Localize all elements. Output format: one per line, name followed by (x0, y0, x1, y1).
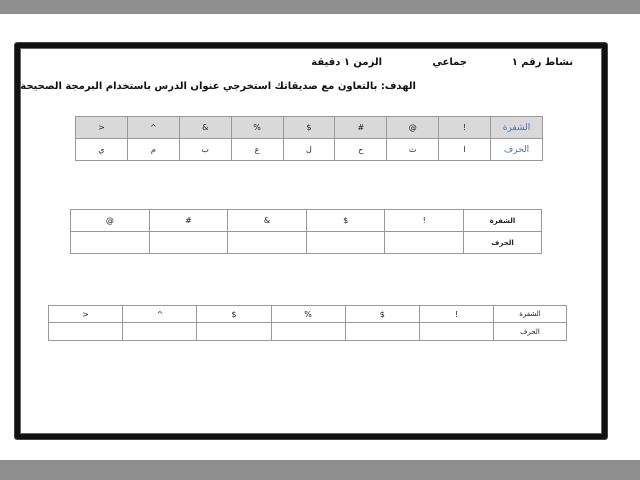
code-label: الشفرة (491, 117, 543, 139)
answer-cell[interactable] (149, 232, 228, 254)
activity-number: نشاط رقم ١ (511, 57, 573, 68)
letter-cell: ي (76, 139, 128, 161)
activity-goal: الهدف: بالتعاون مع صديقاتك استخرجي عنوان الدرس باستخدام البرمجة الصحيحة (20, 81, 416, 92)
activity-time: الزمن ١ دقيقة (311, 57, 382, 68)
activity-type: جماعي (432, 57, 467, 68)
decode-table-1 (70, 209, 542, 254)
code-cell: @ (71, 210, 150, 232)
letter-label: الحرف (491, 139, 543, 161)
code-label: الشفرة (494, 306, 567, 323)
code-cell: ! (419, 306, 493, 323)
code-cell: % (231, 117, 283, 139)
answer-cell[interactable] (197, 323, 271, 341)
code-cell: ^ (127, 117, 179, 139)
code-cell: % (271, 306, 345, 323)
code-cell: & (179, 117, 231, 139)
table-row (71, 232, 542, 254)
code-cell: $ (345, 306, 419, 323)
code-cell: ! (439, 117, 491, 139)
code-cell: # (335, 117, 387, 139)
code-cell: & (228, 210, 307, 232)
code-cell: $ (197, 306, 271, 323)
window-top-band (0, 0, 640, 14)
code-cell: # (149, 210, 228, 232)
answer-cell[interactable] (419, 323, 493, 341)
cipher-key-table (75, 116, 543, 161)
code-label: الشفرة (464, 210, 542, 232)
answer-cell[interactable] (228, 232, 307, 254)
answer-cell[interactable] (71, 232, 150, 254)
letter-cell: ث (387, 139, 439, 161)
window-bottom-band (0, 460, 640, 480)
letter-label: الحرف (494, 323, 567, 341)
table-row (76, 117, 543, 139)
answer-cell[interactable] (345, 323, 419, 341)
code-cell: $ (306, 210, 385, 232)
letter-cell: ع (231, 139, 283, 161)
code-cell: < (76, 117, 128, 139)
answer-cell[interactable] (385, 232, 464, 254)
table-row (49, 323, 567, 341)
letter-cell: ب (179, 139, 231, 161)
answer-cell[interactable] (306, 232, 385, 254)
letter-cell: م (127, 139, 179, 161)
answer-cell[interactable] (123, 323, 197, 341)
table-row (49, 306, 567, 323)
letter-label: الحرف (464, 232, 542, 254)
code-cell: $ (283, 117, 335, 139)
code-cell: ^ (123, 306, 197, 323)
code-cell: ! (385, 210, 464, 232)
letter-cell: ا (439, 139, 491, 161)
table-row (76, 139, 543, 161)
table-row (71, 210, 542, 232)
decode-table-2 (48, 305, 567, 341)
letter-cell: ح (335, 139, 387, 161)
code-cell: @ (387, 117, 439, 139)
answer-cell[interactable] (271, 323, 345, 341)
letter-cell: ل (283, 139, 335, 161)
code-cell: < (49, 306, 123, 323)
answer-cell[interactable] (49, 323, 123, 341)
